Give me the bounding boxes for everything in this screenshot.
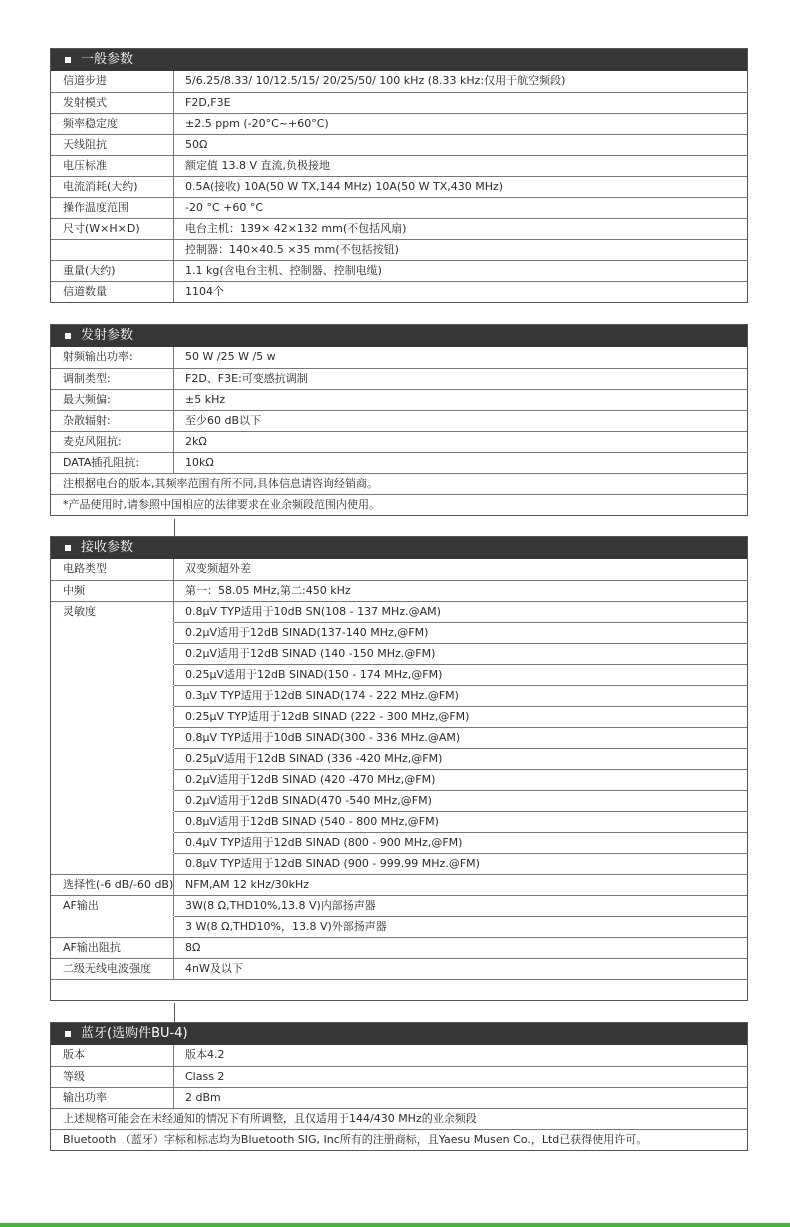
row-value: 1.1 kg(含电台主机、控制器、控制电缆) xyxy=(185,264,382,277)
row-label: 信道数量 xyxy=(51,282,174,302)
row-label xyxy=(51,644,174,664)
row-value: 0.4μV TYP适用于12dB SINAD (800 - 900 MHz,@FM) xyxy=(185,836,463,849)
row-label: 等级 xyxy=(51,1067,174,1087)
note-row xyxy=(51,1108,747,1129)
table-row xyxy=(51,452,747,473)
row-value: 0.2μV适用于12dB SINAD(137-140 MHz,@FM) xyxy=(185,626,429,639)
note-row xyxy=(51,1129,747,1150)
row-value: NFM,AM 12 kHz/30kHz xyxy=(185,878,310,891)
transmit-section xyxy=(50,324,748,516)
table-row xyxy=(51,1045,747,1066)
row-value: 电台主机：139× 42×132 mm(不包括风扇) xyxy=(185,222,407,235)
row-value: 5/6.25/8.33/ 10/12.5/15/ 20/25/50/ 100 kHz (8.33 kHz:仅用于航空频段) xyxy=(185,74,566,87)
row-label: 频率稳定度 xyxy=(51,114,174,134)
row-value: F2D、F3E:可变感抗调制 xyxy=(185,372,308,385)
row-value: 2 dBm xyxy=(185,1091,221,1104)
table-row xyxy=(51,239,747,260)
row-label xyxy=(51,665,174,685)
general-rows xyxy=(51,71,747,302)
row-label xyxy=(51,728,174,748)
row-label: 天线阻抗 xyxy=(51,135,174,155)
row-label: 二级无线电波强度 xyxy=(51,959,174,979)
receive-header xyxy=(51,537,747,559)
bluetooth-section xyxy=(50,1022,748,1151)
note-row xyxy=(51,473,747,494)
row-value: -20 °C +60 °C xyxy=(185,201,264,214)
row-label xyxy=(51,623,174,643)
table-row xyxy=(51,769,747,790)
transmit-header xyxy=(51,325,747,347)
row-label xyxy=(51,833,174,853)
row-label xyxy=(51,749,174,769)
empty-row xyxy=(51,979,747,1000)
square-bullet-icon xyxy=(65,1031,71,1037)
table-row xyxy=(51,1066,747,1087)
row-value: 4nW及以下 xyxy=(185,962,243,975)
row-label xyxy=(51,240,174,260)
row-label: 电压标准 xyxy=(51,156,174,176)
table-row xyxy=(51,113,747,134)
receive-title: 接收参数 xyxy=(81,540,134,555)
table-row xyxy=(51,155,747,176)
row-value: 0.8μV TYP适用于12dB SINAD (900 - 999.99 MHz.@FM) xyxy=(185,857,480,870)
connector-line xyxy=(174,519,175,536)
row-value: 0.2μV适用于12dB SINAD (420 -470 MHz,@FM) xyxy=(185,773,436,786)
row-label xyxy=(51,707,174,727)
bluetooth-title: 蓝牙(选购件BU-4) xyxy=(81,1026,188,1041)
row-value: 第一：58.05 MHz,第二:450 kHz xyxy=(185,584,351,597)
table-row xyxy=(51,643,747,664)
table-row xyxy=(51,937,747,958)
table-row xyxy=(51,410,747,431)
row-label xyxy=(51,770,174,790)
table-row xyxy=(51,389,747,410)
row-label xyxy=(51,854,174,874)
row-label: DATA插孔阻抗: xyxy=(51,453,174,473)
bottom-accent-bar xyxy=(0,1223,790,1227)
table-row xyxy=(51,92,747,113)
row-label: 电路类型 xyxy=(51,559,174,580)
general-title: 一般参数 xyxy=(81,52,134,67)
row-value: 8Ω xyxy=(185,941,201,954)
table-row xyxy=(51,1087,747,1108)
row-label: AF输出阻抗 xyxy=(51,938,174,958)
note-text: 注根据电台的版本,其频率范围有所不同,具体信息请咨询经销商。 xyxy=(63,477,378,490)
table-row xyxy=(51,895,747,916)
table-row xyxy=(51,347,747,368)
general-header xyxy=(51,49,747,71)
table-row xyxy=(51,176,747,197)
table-row xyxy=(51,874,747,895)
square-bullet-icon xyxy=(65,57,71,63)
bluetooth-header xyxy=(51,1023,747,1045)
row-label xyxy=(51,812,174,832)
row-value: 3W(8 Ω,THD10%,13.8 V)内部扬声器 xyxy=(185,899,376,912)
table-row xyxy=(51,685,747,706)
connector-line xyxy=(174,1003,175,1022)
row-label xyxy=(51,917,174,937)
note-text: 上述规格可能会在未经通知的情况下有所调整，且仅适用于144/430 MHz的业余频段 xyxy=(63,1112,477,1125)
table-row xyxy=(51,832,747,853)
row-label xyxy=(51,791,174,811)
row-value: ±2.5 ppm (-20°C~+60°C) xyxy=(185,117,329,130)
row-value: Class 2 xyxy=(185,1070,225,1083)
table-row xyxy=(51,622,747,643)
row-value: 版本4.2 xyxy=(185,1048,225,1061)
note-row xyxy=(51,494,747,515)
square-bullet-icon xyxy=(65,545,71,551)
table-row xyxy=(51,601,747,622)
row-value: 控制器：140×40.5 ×35 mm(不包括按钮) xyxy=(185,243,399,256)
bluetooth-rows xyxy=(51,1045,747,1150)
row-value: 0.2μV适用于12dB SINAD(470 -540 MHz,@FM) xyxy=(185,794,432,807)
row-label: 输出功率 xyxy=(51,1088,174,1108)
table-row xyxy=(51,664,747,685)
row-label: 电流消耗(大约) xyxy=(51,177,174,197)
row-value: 3 W(8 Ω,THD10%，13.8 V)外部扬声器 xyxy=(185,920,387,933)
row-value: 2kΩ xyxy=(185,435,207,448)
row-label: 杂散辐射: xyxy=(51,411,174,431)
table-row xyxy=(51,706,747,727)
row-label: 选择性(-6 dB/-60 dB) xyxy=(51,875,174,895)
row-value: F2D,F3E xyxy=(185,96,231,109)
table-row xyxy=(51,559,747,580)
row-value: 额定值 13.8 V 直流,负极接地 xyxy=(185,159,331,172)
row-value: 0.5A(接收) 10A(50 W TX,144 MHz) 10A(50 W TX,430 MHz) xyxy=(185,180,504,193)
table-row xyxy=(51,958,747,979)
note-text: Bluetooth （蓝牙）字标和标志均为Bluetooth SIG, Inc所有的注册商标，且Yaesu Musen Co.，Ltd已获得使用许可。 xyxy=(63,1133,648,1146)
table-row xyxy=(51,853,747,874)
row-value: 0.8μV适用于12dB SINAD (540 - 800 MHz,@FM) xyxy=(185,815,439,828)
row-value: 0.3μV TYP适用于12dB SINAD(174 - 222 MHz.@FM) xyxy=(185,689,459,702)
table-row xyxy=(51,281,747,302)
row-label: 最大频偏: xyxy=(51,390,174,410)
row-value: 50 W /25 W /5 w xyxy=(185,350,276,363)
row-value: 0.8μV TYP适用于10dB SN(108 - 137 MHz.@AM) xyxy=(185,605,441,618)
table-row xyxy=(51,727,747,748)
table-row xyxy=(51,218,747,239)
row-label: 版本 xyxy=(51,1045,174,1066)
row-value: 0.8μV TYP适用于10dB SINAD(300 - 336 MHz.@AM) xyxy=(185,731,461,744)
table-row xyxy=(51,580,747,601)
table-row xyxy=(51,134,747,155)
receive-rows xyxy=(51,559,747,1000)
row-value: 0.2μV适用于12dB SINAD (140 -150 MHz.@FM) xyxy=(185,647,436,660)
row-label: AF输出 xyxy=(51,896,174,916)
row-label: 发射模式 xyxy=(51,93,174,113)
table-row xyxy=(51,71,747,92)
table-row xyxy=(51,811,747,832)
general-section xyxy=(50,48,748,303)
row-value: 0.25μV TYP适用于12dB SINAD (222 - 300 MHz,@FM) xyxy=(185,710,470,723)
row-label: 操作温度范围 xyxy=(51,198,174,218)
note-text: *产品使用时,请参照中国相应的法律要求在业余频段范围内使用。 xyxy=(63,498,380,511)
table-row xyxy=(51,260,747,281)
row-value: 至少60 dB以下 xyxy=(185,414,262,427)
row-value: 1104个 xyxy=(185,285,224,298)
row-value: 50Ω xyxy=(185,138,208,151)
table-row xyxy=(51,431,747,452)
table-row xyxy=(51,916,747,937)
row-value: 双变频超外差 xyxy=(185,562,251,575)
transmit-rows xyxy=(51,347,747,515)
row-value: 0.25μV适用于12dB SINAD (336 -420 MHz,@FM) xyxy=(185,752,443,765)
receive-section xyxy=(50,536,748,1001)
row-label: 尺寸(W×H×D) xyxy=(51,219,174,239)
table-row xyxy=(51,368,747,389)
row-label: 信道步进 xyxy=(51,71,174,92)
transmit-title: 发射参数 xyxy=(81,328,134,343)
row-label: 麦克风阻抗: xyxy=(51,432,174,452)
table-row xyxy=(51,748,747,769)
row-label: 中频 xyxy=(51,581,174,601)
table-row xyxy=(51,790,747,811)
square-bullet-icon xyxy=(65,333,71,339)
row-value: ±5 kHz xyxy=(185,393,226,406)
row-value: 10kΩ xyxy=(185,456,214,469)
row-label: 射频输出功率: xyxy=(51,347,174,368)
row-label: 灵敏度 xyxy=(51,602,174,622)
row-label xyxy=(51,686,174,706)
row-value: 0.25μV适用于12dB SINAD(150 - 174 MHz,@FM) xyxy=(185,668,443,681)
row-label: 调制类型: xyxy=(51,369,174,389)
row-label: 重量(大约) xyxy=(51,261,174,281)
table-row xyxy=(51,197,747,218)
